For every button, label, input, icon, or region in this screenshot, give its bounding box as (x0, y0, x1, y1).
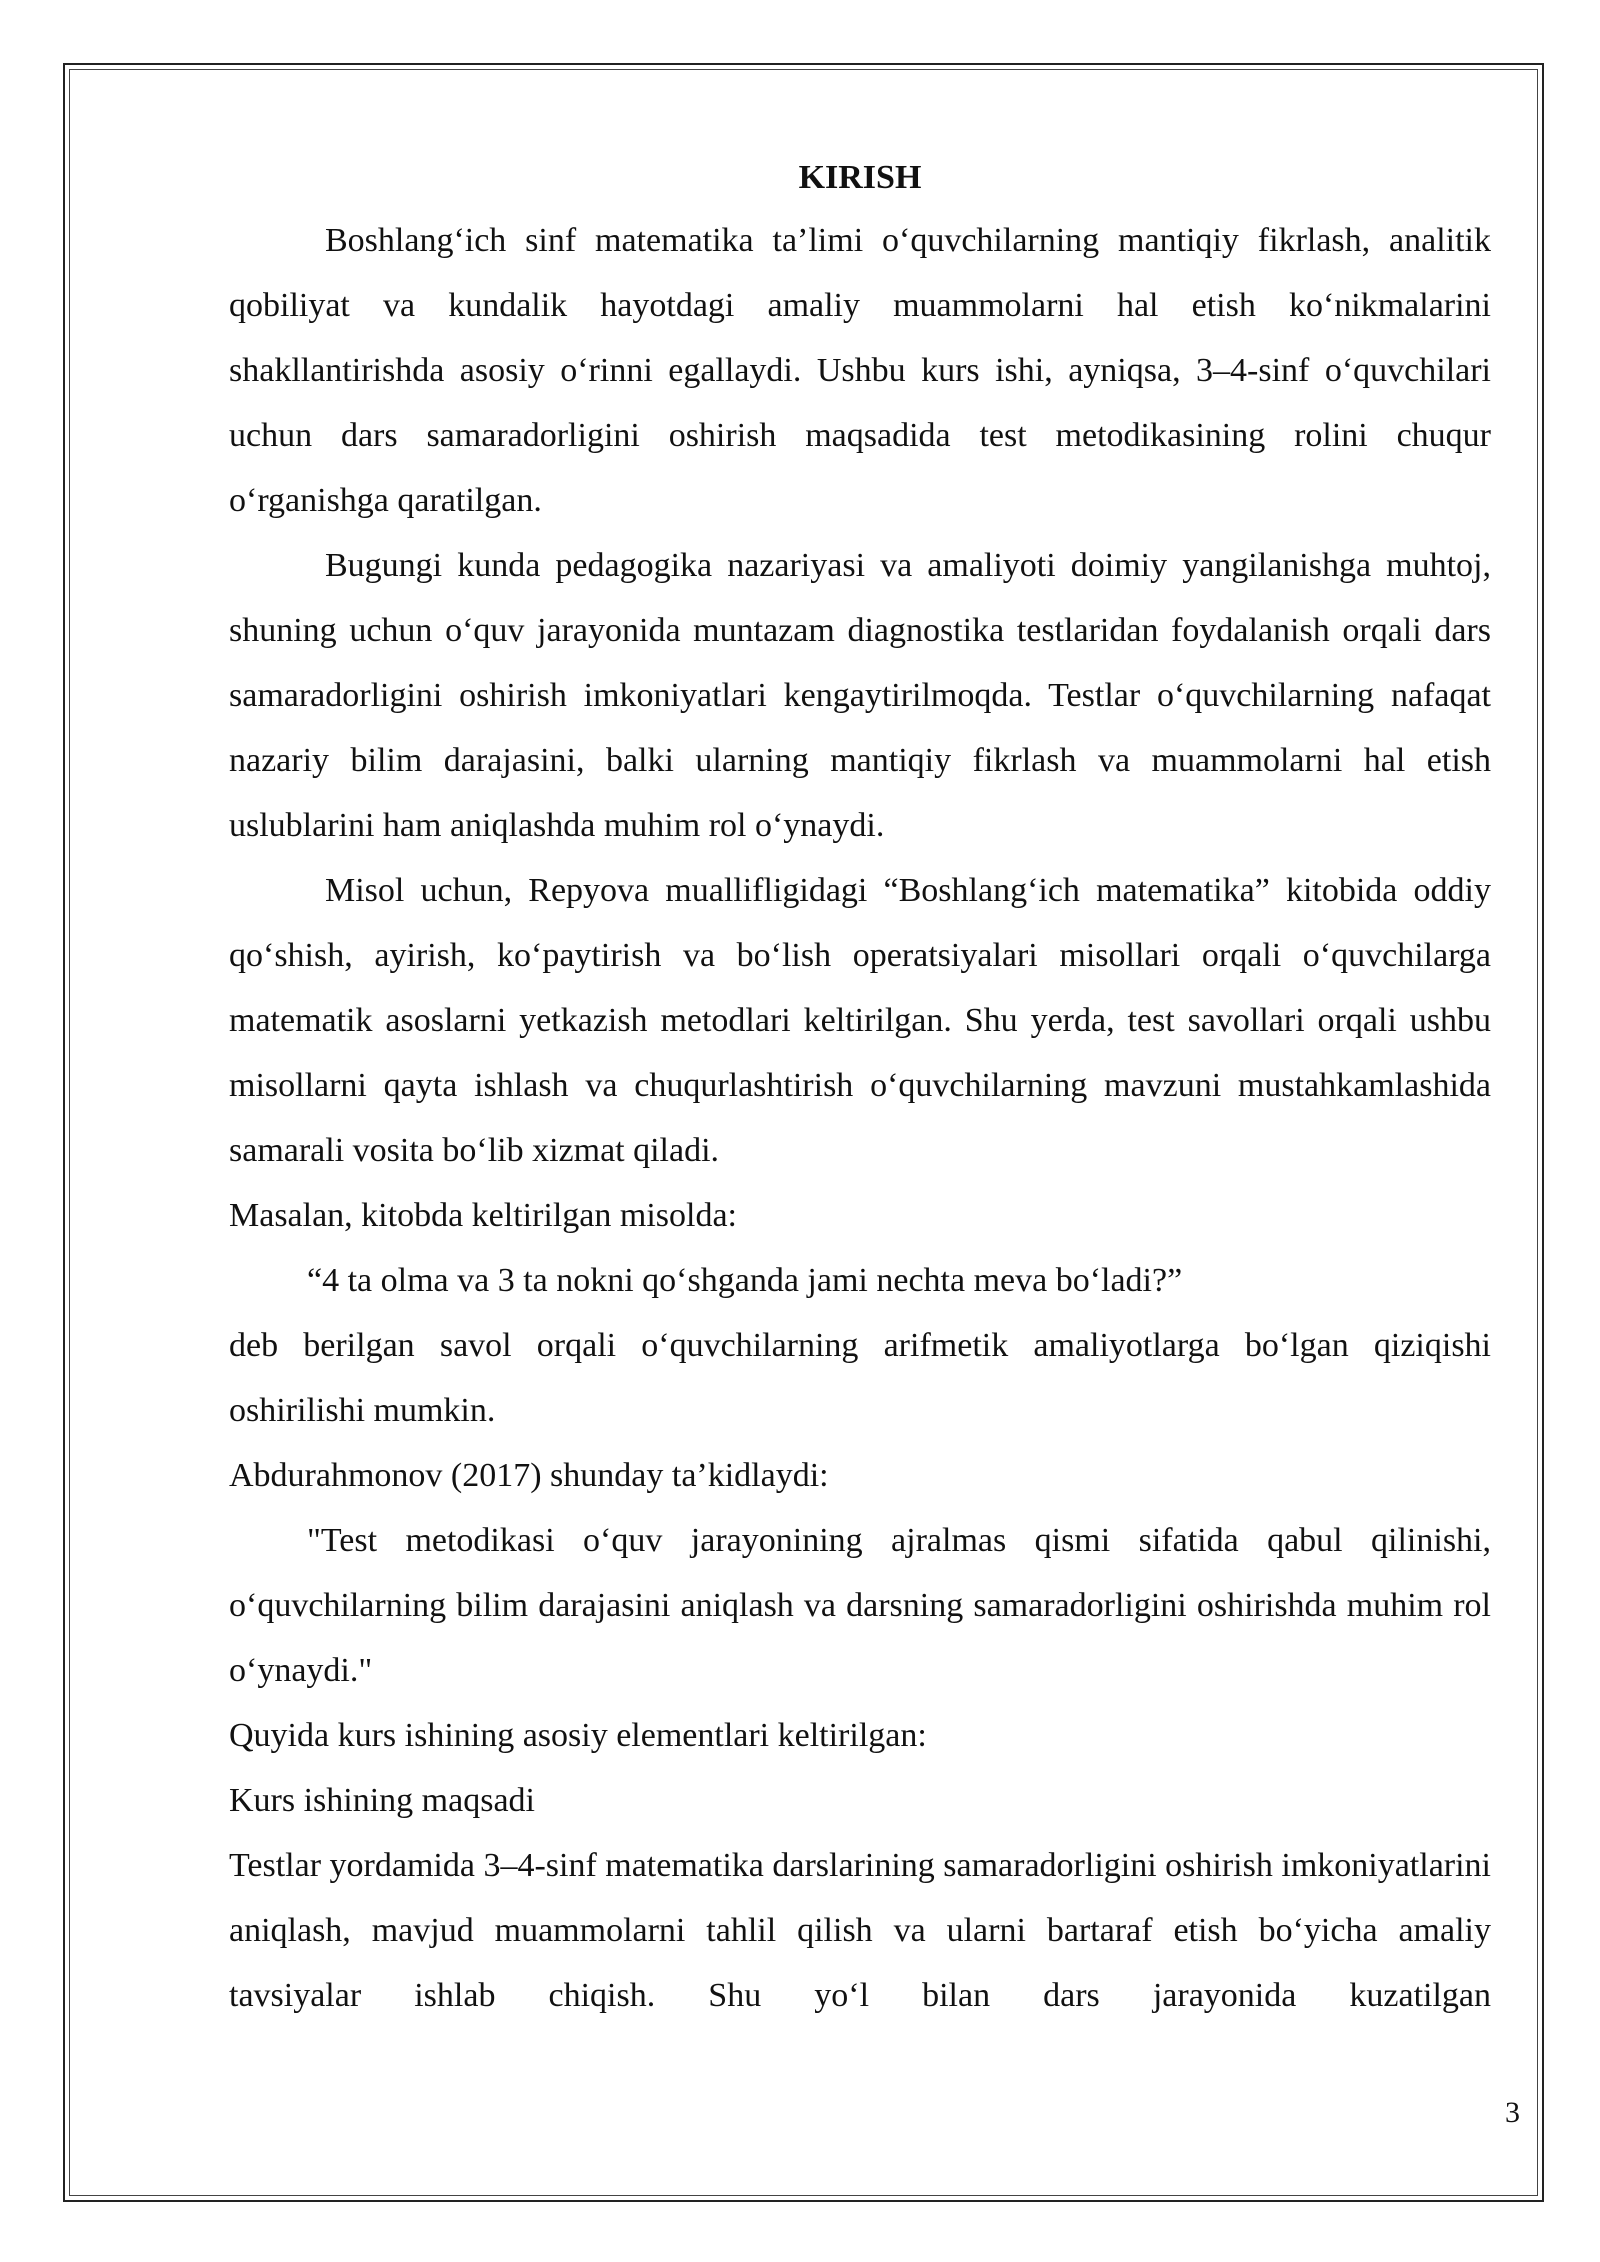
paragraph-pedagogy: Bugungi kunda pedagogika nazariyasi va amaliyoti doimiy yangilanishga muhtoj, shuning uchun o‘quv jarayonida muntazam diagnostika testlaridan foydalanish orqali dars samaradorligini oshirish imkoniyatlari kengaytirilmoqda. Testlar o‘quvchilarning nafaqat nazariy bilim darajasini, balki ularning mantiqiy fikrlash va muammolarni hal etish uslublarini ham aniqlashda muhim rol o‘ynaydi. (229, 547, 1491, 844)
page-number: 3 (1505, 2096, 1520, 2129)
paragraph-example: Misol uchun, Repyova muallifligidagi “Boshlang‘ich matematika” kitobida oddiy qo‘shish, ayirish, ko‘paytirish va bo‘lish operatsiyalari misollari orqali o‘quvchilarga matematik asoslarni yetkazish metodlari keltirilgan. Shu yerda, test savollari orqali ushbu misollarni qayta ishlash va chuqurlashtirish o‘quvchilarning mavzuni mustahkamlashida samarali vosita bo‘lib xizmat qiladi. (229, 872, 1491, 1169)
paragraph-intro: Boshlang‘ich sinf matematika ta’limi o‘quvchilarning mantiqiy fikrlash, analitik qobiliyat va kundalik hayotdagi amaliy muammolarni hal etish ko‘nikmalarini shakllantirishda asosiy o‘rinni egallaydi. Ushbu kurs ishi, ayniqsa, 3–4-sinf o‘quvchilari uchun dars samaradorligini oshirish maqsadida test metodikasining rolini chuqur o‘rganishga qaratilgan. (229, 222, 1491, 519)
document-body (229, 148, 1491, 2028)
section-title: KIRISH (798, 159, 922, 196)
citation-quote: "Test metodikasi o‘quv jarayonining ajralmas qismi sifatida qabul qilinishi, o‘quvchilarning bilim darajasini aniqlash va darsning samaradorligini oshirishda muhim rol o‘ynaydi." (229, 1522, 1491, 1689)
example-quote: “4 ta olma va 3 ta nokni qo‘shganda jami nechta meva bo‘ladi?” (307, 1262, 1183, 1299)
paragraph-citation-intro: Abdurahmonov (2017) shunday ta’kidlaydi: (229, 1457, 829, 1494)
paragraph-after-quote: deb berilgan savol orqali o‘quvchilarning arifmetik amaliyotlarga bo‘lgan qiziqishi oshirilishi mumkin. (229, 1327, 1491, 1429)
paragraph-masalan: Masalan, kitobda keltirilgan misolda: (229, 1197, 738, 1234)
paragraph-goal: Testlar yordamida 3–4-sinf matematika darslarining samaradorligini oshirish imkoniyatlarini aniqlash, mavjud muammolarni tahlil qilish va ularni bartaraf etish bo‘yicha amaliy tavsiyalar ishlab chiqish. Shu yo‘l bilan dars jarayonida kuzatilgan (229, 1847, 1491, 2014)
subheading-goal: Kurs ishining maqsadi (229, 1782, 535, 1819)
paragraph-elements-intro: Quyida kurs ishining asosiy elementlari keltirilgan: (229, 1717, 927, 1754)
